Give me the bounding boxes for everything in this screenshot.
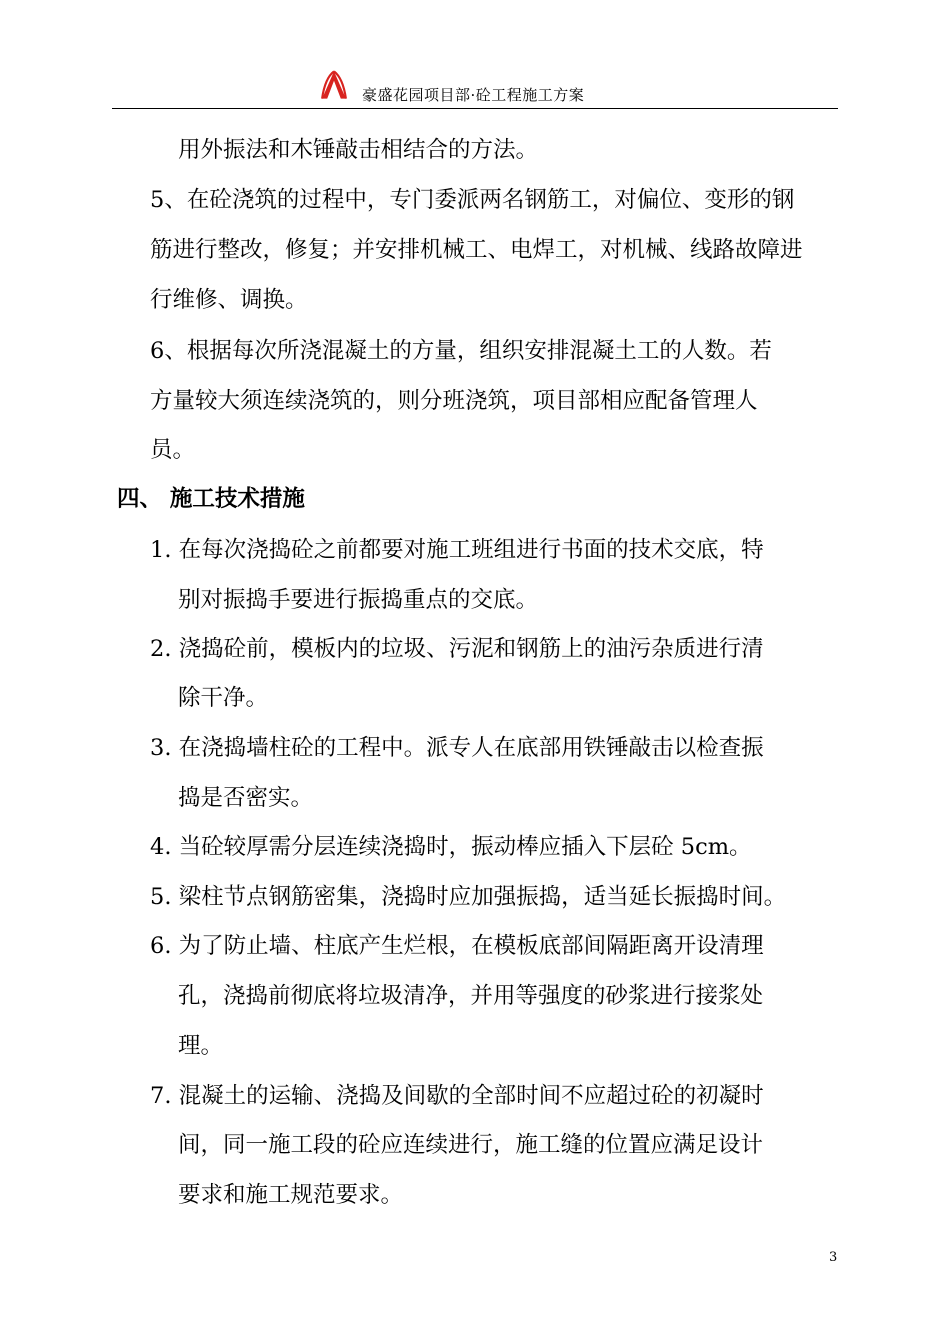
- paragraph-6-line-3: 员。: [150, 437, 196, 463]
- header-title: 豪盛花园项目部·砼工程施工方案: [362, 86, 585, 104]
- list-item-4-line-1: 4. 当砼较厚需分层连续浇捣时，振动棒应插入下层砼 5cm。: [150, 834, 752, 860]
- list-item-2-line-1: 2. 浇捣砼前，模板内的垃圾、污泥和钢筋上的油污杂质进行清: [150, 636, 764, 662]
- paragraph-line: 用外振法和木锤敲击相结合的方法。: [178, 137, 539, 163]
- company-logo-icon: [317, 68, 351, 102]
- section-heading: 四、 施工技术措施: [117, 486, 305, 512]
- list-item-5-line-1: 5. 梁柱节点钢筋密集，浇捣时应加强振捣，适当延长振捣时间。: [150, 884, 787, 910]
- paragraph-6-line-2: 方量较大须连续浇筑的，则分班浇筑，项目部相应配备管理人: [150, 388, 758, 414]
- list-item-7-line-3: 要求和施工规范要求。: [178, 1182, 404, 1208]
- list-item-3-line-2: 捣是否密实。: [178, 785, 314, 811]
- page-header: [112, 62, 838, 109]
- list-item-1-line-2: 别对振捣手要进行振捣重点的交底。: [178, 587, 539, 613]
- page-number: 3: [829, 1250, 838, 1265]
- list-item-7-line-2: 间，同一施工段的砼应连续进行，施工缝的位置应满足设计: [178, 1132, 764, 1158]
- paragraph-5-line-3: 行维修、调换。: [150, 287, 308, 313]
- list-item-6-line-3: 理。: [178, 1033, 224, 1059]
- paragraph-6-line-1: 6、根据每次所浇混凝土的方量，组织安排混凝土工的人数。若: [150, 338, 772, 364]
- list-item-2-line-2: 除干净。: [178, 685, 269, 711]
- list-item-7-line-1: 7. 混凝土的运输、浇捣及间歇的全部时间不应超过砼的初凝时: [150, 1083, 764, 1109]
- list-item-6-line-2: 孔，浇捣前彻底将垃圾清净，并用等强度的砂浆进行接浆处: [178, 983, 764, 1009]
- paragraph-5-line-1: 5、在砼浇筑的过程中，专门委派两名钢筋工，对偏位、变形的钢: [150, 187, 795, 213]
- list-item-1-line-1: 1. 在每次浇捣砼之前都要对施工班组进行书面的技术交底，特: [150, 537, 764, 563]
- paragraph-5-line-2: 筋进行整改，修复；并安排机械工、电焊工，对机械、线路故障进: [150, 237, 803, 263]
- list-item-3-line-1: 3. 在浇捣墙柱砼的工程中。派专人在底部用铁锤敲击以检查振: [150, 735, 764, 761]
- list-item-6-line-1: 6. 为了防止墙、柱底产生烂根，在模板底部间隔距离开设清理: [150, 933, 764, 959]
